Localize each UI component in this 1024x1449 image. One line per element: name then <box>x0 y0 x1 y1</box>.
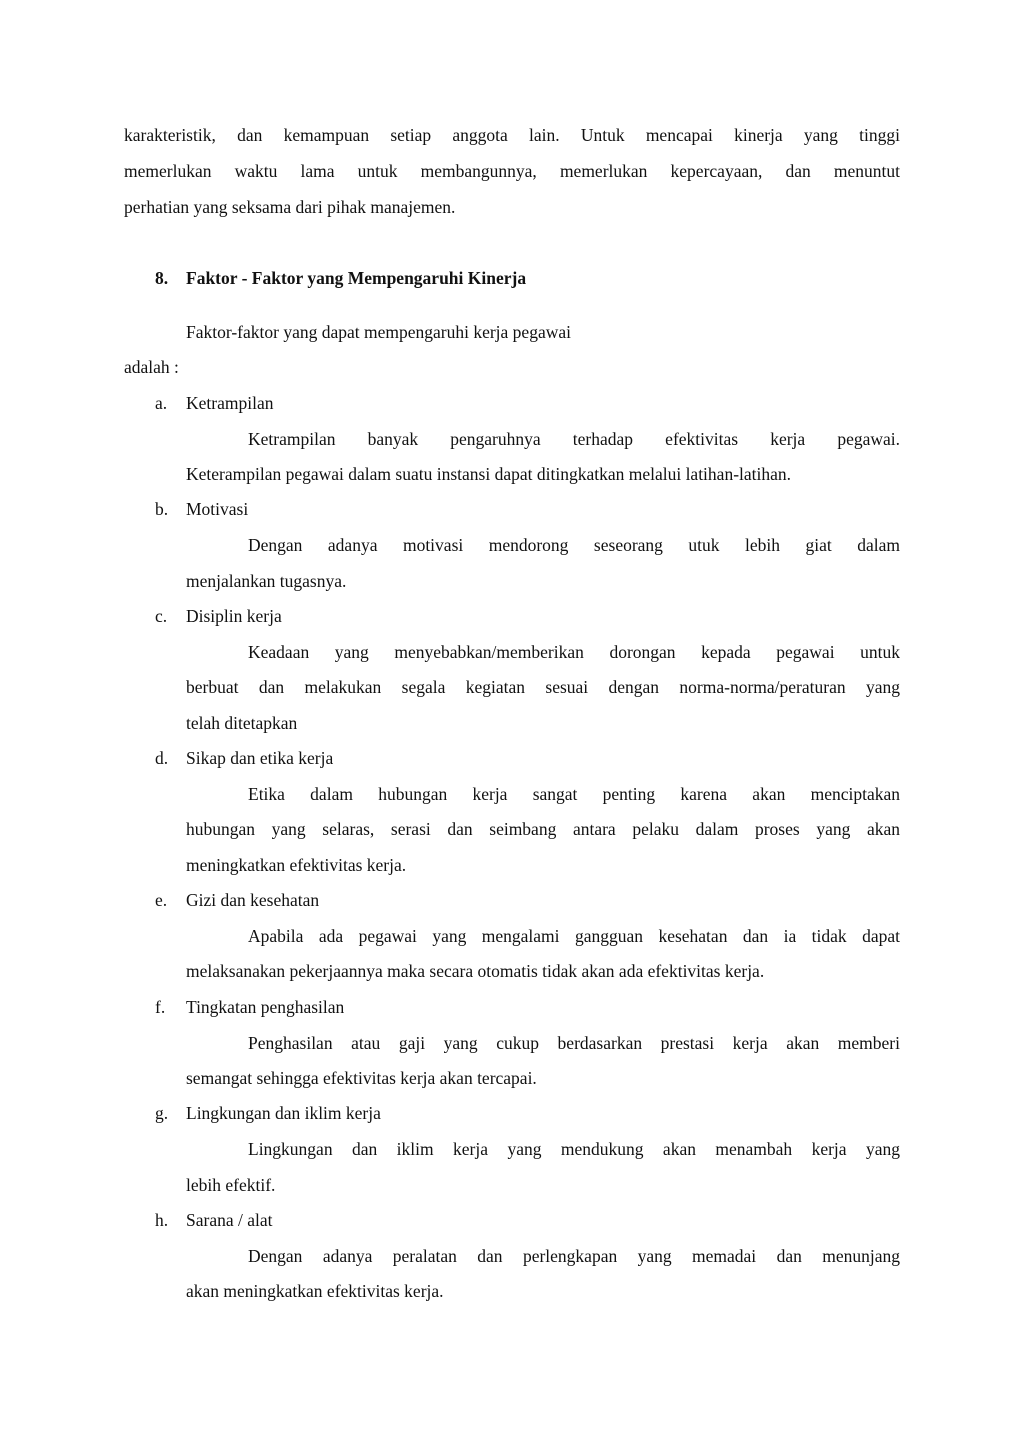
list-item-text: Ketrampilan banyak pengaruhnya terhadap efektivitas kerja pegawai. <box>248 429 900 449</box>
section-number: 8. <box>155 268 169 288</box>
list-item-text: Lingkungan dan iklim kerja yang mendukung akan menambah kerja yang <box>248 1139 900 1159</box>
list-item-text: berbuat dan melakukan segala kegiatan sesuai dengan norma-norma/peraturan yang <box>186 677 900 697</box>
list-item-text: telah ditetapkan <box>186 713 298 733</box>
list-item-text: melaksanakan pekerjaannya maka secara otomatis tidak akan ada efektivitas kerja. <box>186 961 765 981</box>
list-item-title: Sarana / alat <box>186 1210 273 1230</box>
list-item-text: Penghasilan atau gaji yang cukup berdasarkan prestasi kerja akan memberi <box>248 1033 900 1053</box>
list-item-text: menjalankan tugasnya. <box>186 571 347 591</box>
list-item-marker: g. <box>155 1103 169 1123</box>
list-item-text: Keadaan yang menyebabkan/memberikan dorongan kepada pegawai untuk <box>248 642 900 662</box>
list-item-text: Dengan adanya motivasi mendorong seseorang utuk lebih giat dalam <box>248 535 900 555</box>
list-item-text: lebih efektif. <box>186 1175 276 1195</box>
list-item-title: Gizi dan kesehatan <box>186 890 320 910</box>
list-item-marker: d. <box>155 748 169 768</box>
list-item-marker: f. <box>155 997 166 1017</box>
list-item-marker: b. <box>155 499 169 519</box>
list-item-text: Keterampilan pegawai dalam suatu instansi dapat ditingkatkan melalui latihan-latihan. <box>186 464 792 484</box>
list-item-text: akan meningkatkan efektivitas kerja. <box>186 1281 444 1301</box>
list-item-text: meningkatkan efektivitas kerja. <box>186 855 407 875</box>
list-item-text: Apabila ada pegawai yang mengalami gangguan kesehatan dan ia tidak dapat <box>248 926 900 946</box>
list-item-text: Dengan adanya peralatan dan perlengkapan yang memadai dan menunjang <box>248 1246 900 1266</box>
list-item-marker: e. <box>155 890 168 910</box>
list-item-marker: a. <box>155 393 168 413</box>
intro-line: memerlukan waktu lama untuk membangunnya, memerlukan kepercayaan, dan menuntut <box>124 161 900 181</box>
list-item-title: Lingkungan dan iklim kerja <box>186 1103 381 1123</box>
list-item-marker: c. <box>155 606 168 626</box>
list-item-text: semangat sehingga efektivitas kerja akan tercapai. <box>186 1068 537 1088</box>
list-item-title: Tingkatan penghasilan <box>186 997 345 1017</box>
list-item-marker: h. <box>155 1210 169 1230</box>
list-item-title: Sikap dan etika kerja <box>186 748 334 768</box>
intro-line: perhatian yang seksama dari pihak manajemen. <box>124 197 456 217</box>
list-item-text: hubungan yang selaras, serasi dan seimbang antara pelaku dalam proses yang akan <box>186 819 900 839</box>
list-item-title: Disiplin kerja <box>186 606 282 626</box>
list-item-title: Motivasi <box>186 499 249 519</box>
section-lead: adalah : <box>124 357 179 377</box>
section-lead: Faktor-faktor yang dapat mempengaruhi kerja pegawai <box>186 322 571 342</box>
list-item-title: Ketrampilan <box>186 393 274 413</box>
list-item-text: Etika dalam hubungan kerja sangat penting karena akan menciptakan <box>248 784 900 804</box>
intro-line: karakteristik, dan kemampuan setiap anggota lain. Untuk mencapai kinerja yang tinggi <box>124 125 900 145</box>
section-title: Faktor - Faktor yang Mempengaruhi Kinerja <box>186 268 527 288</box>
